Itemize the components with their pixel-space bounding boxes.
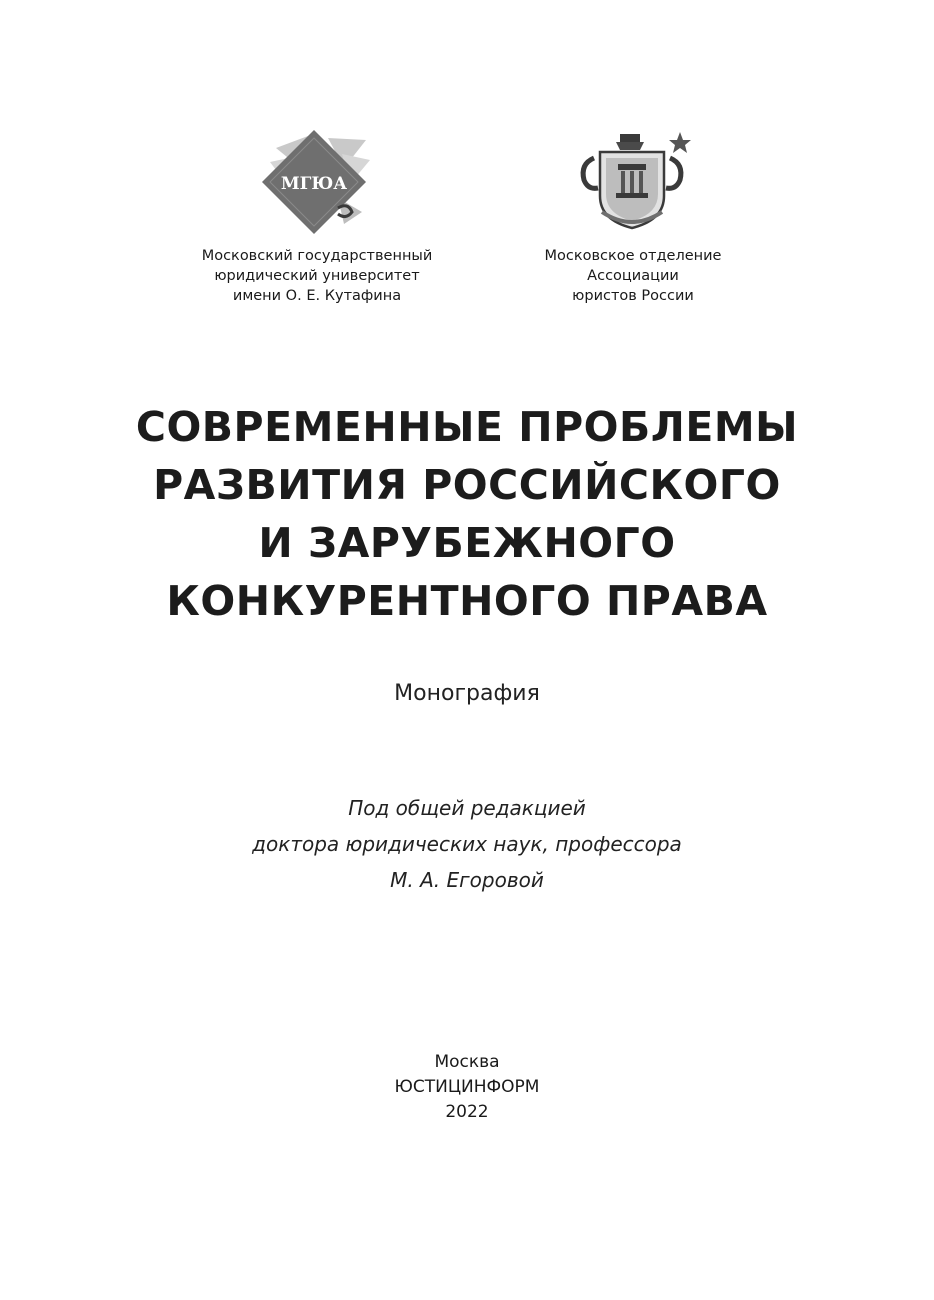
- association-caption-line: юристов России: [572, 288, 694, 304]
- editor-line: доктора юридических наук, профессора: [252, 832, 682, 856]
- university-caption-line: имени О. Е. Кутафина: [232, 288, 402, 304]
- association-caption-line: Ассоциации: [587, 268, 679, 284]
- mgyua-logo-text: МГЮА: [280, 174, 348, 194]
- book-genre: Монография: [394, 681, 540, 706]
- mgyua-logo-icon: [258, 128, 370, 236]
- imprint-publisher: ЮСТИЦИНФОРМ: [394, 1077, 540, 1097]
- editor-block: [0, 790, 934, 898]
- imprint-block: [0, 1050, 934, 1125]
- book-title-line: И ЗАРУБЕЖНОГО: [258, 519, 676, 567]
- association-caption-line: Московское отделение: [544, 248, 722, 264]
- lawyers-association-emblem-icon: [572, 128, 694, 232]
- university-caption: [187, 246, 447, 306]
- book-title: [60, 398, 874, 630]
- book-title-line: КОНКУРЕНТНОГО ПРАВА: [166, 577, 768, 625]
- book-title-line: РАЗВИТИЯ РОССИЙСКОГО: [153, 461, 781, 509]
- editor-line: Под общей редакцией: [348, 796, 586, 820]
- imprint-city: Москва: [434, 1052, 500, 1072]
- editor-name: М. А. Егоровой: [390, 868, 544, 892]
- book-title-line: СОВРЕМЕННЫЕ ПРОБЛЕМЫ: [135, 403, 799, 451]
- university-caption-line: юридический университет: [214, 268, 420, 284]
- university-caption-line: Московский государственный: [201, 248, 433, 264]
- imprint-year: 2022: [445, 1102, 489, 1122]
- association-caption: [518, 246, 748, 306]
